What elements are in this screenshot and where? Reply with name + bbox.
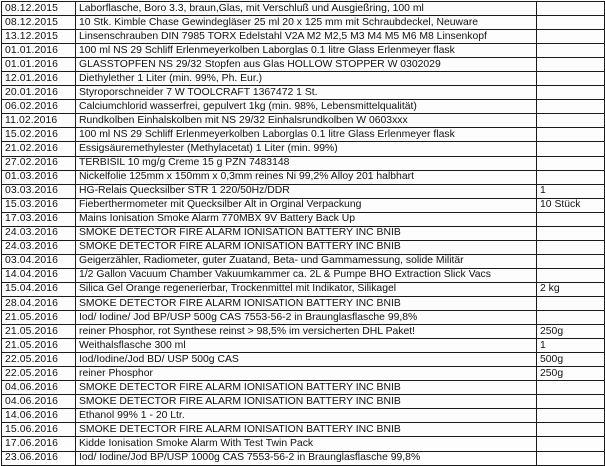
table-row xyxy=(2,296,605,310)
date-cell: 17.06.2016 xyxy=(2,437,76,451)
description-cell: SMOKE DETECTOR FIRE ALARM IONISATION BATTERY INC BNIB xyxy=(76,226,537,240)
date-cell: 23.06.2016 xyxy=(2,451,76,465)
quantity-cell xyxy=(537,2,605,16)
table-row xyxy=(2,156,605,170)
table-row xyxy=(2,226,605,240)
quantity-cell xyxy=(537,437,605,451)
quantity-cell xyxy=(537,128,605,142)
table-row xyxy=(2,282,605,296)
table-row xyxy=(2,451,605,465)
description-cell: Diethylether 1 Liter (min. 99%, Ph. Eur.) xyxy=(76,72,537,86)
quantity-cell xyxy=(537,423,605,437)
description-cell: Nickelfolie 125mm x 150mm x 0,3mm reines Ni 99,2% Alloy 201 halbhart xyxy=(76,170,537,184)
description-cell: Ethanol 99% 1 - 20 Ltr. xyxy=(76,409,537,423)
table-row xyxy=(2,72,605,86)
date-cell: 22.05.2016 xyxy=(2,353,76,367)
date-cell: 15.02.2016 xyxy=(2,128,76,142)
date-cell: 01.03.2016 xyxy=(2,170,76,184)
date-cell: 01.01.2016 xyxy=(2,58,76,72)
date-cell: 03.04.2016 xyxy=(2,254,76,268)
date-cell: 15.03.2016 xyxy=(2,198,76,212)
description-cell: TERBISIL 10 mg/g Creme 15 g PZN 7483148 xyxy=(76,156,537,170)
description-cell: 100 ml NS 29 Schliff Erlenmeyerkolben Laborglas 0.1 litre Glass Erlenmeyer flask xyxy=(76,44,537,58)
table-row xyxy=(2,437,605,451)
quantity-cell xyxy=(537,212,605,226)
table-row xyxy=(2,339,605,353)
quantity-cell xyxy=(537,240,605,254)
table-row xyxy=(2,198,605,212)
quantity-cell: 500g xyxy=(537,353,605,367)
description-cell: SMOKE DETECTOR FIRE ALARM IONISATION BATTERY INC BNIB xyxy=(76,240,537,254)
description-cell: Kidde Ionisation Smoke Alarm With Test Twin Pack xyxy=(76,437,537,451)
date-cell: 27.02.2016 xyxy=(2,156,76,170)
table-row xyxy=(2,114,605,128)
quantity-cell: 2 kg xyxy=(537,282,605,296)
quantity-cell xyxy=(537,451,605,465)
table-row xyxy=(2,30,605,44)
description-cell: reiner Phosphor xyxy=(76,367,537,381)
quantity-cell xyxy=(537,170,605,184)
date-cell: 28.04.2016 xyxy=(2,296,76,310)
table-row xyxy=(2,353,605,367)
date-cell: 03.03.2016 xyxy=(2,184,76,198)
description-cell: SMOKE DETECTOR FIRE ALARM IONISATION BATTERY INC BNIB xyxy=(76,296,537,310)
quantity-cell xyxy=(537,72,605,86)
ledger-body xyxy=(2,2,605,466)
quantity-cell xyxy=(537,226,605,240)
quantity-cell xyxy=(537,156,605,170)
quantity-cell xyxy=(537,268,605,282)
quantity-cell xyxy=(537,296,605,310)
date-cell: 20.01.2016 xyxy=(2,86,76,100)
table-row xyxy=(2,254,605,268)
table-row xyxy=(2,367,605,381)
quantity-cell xyxy=(537,254,605,268)
date-cell: 24.03.2016 xyxy=(2,226,76,240)
table-row xyxy=(2,212,605,226)
description-cell: Rundkolben Einhalskolben mit NS 29/32 Einhalsrundkolben W 0603xxx xyxy=(76,114,537,128)
quantity-cell xyxy=(537,44,605,58)
description-cell: Iod/Iodine/Jod BD/ USP 500g CAS xyxy=(76,353,537,367)
description-cell: 10 Stk. Kimble Chase Gewindegläser 25 ml 20 x 125 mm mit Schraubdeckel, Neuware xyxy=(76,16,537,30)
description-cell: 100 ml NS 29 Schliff Erlenmeyerkolben Laborglas 0.1 litre Glass Erlenmeyer flask xyxy=(76,128,537,142)
quantity-cell xyxy=(537,142,605,156)
quantity-cell xyxy=(537,409,605,423)
date-cell: 01.01.2016 xyxy=(2,44,76,58)
description-cell: GLASSTOPFEN NS 29/32 Stopfen aus Glas HOLLOW STOPPER W 0302029 xyxy=(76,58,537,72)
table-row xyxy=(2,170,605,184)
table-row xyxy=(2,86,605,100)
table-row xyxy=(2,268,605,282)
date-cell: 08.12.2015 xyxy=(2,16,76,30)
purchase-ledger-table xyxy=(1,1,605,466)
quantity-cell: 250g xyxy=(537,367,605,381)
date-cell: 17.03.2016 xyxy=(2,212,76,226)
date-cell: 15.06.2016 xyxy=(2,423,76,437)
table-row xyxy=(2,16,605,30)
quantity-cell: 10 Stück xyxy=(537,198,605,212)
quantity-cell xyxy=(537,311,605,325)
quantity-cell xyxy=(537,86,605,100)
description-cell: SMOKE DETECTOR FIRE ALARM IONISATION BATTERY INC BNIB xyxy=(76,423,537,437)
description-cell: Weithalsflasche 300 ml xyxy=(76,339,537,353)
description-cell: Laborflasche, Boro 3.3, braun,Glas, mit Verschluß und Ausgießring, 100 ml xyxy=(76,2,537,16)
date-cell: 24.03.2016 xyxy=(2,240,76,254)
quantity-cell: 1 xyxy=(537,184,605,198)
quantity-cell xyxy=(537,100,605,114)
date-cell: 08.12.2015 xyxy=(2,2,76,16)
description-cell: Mains Ionisation Smoke Alarm 770MBX 9V Battery Back Up xyxy=(76,212,537,226)
date-cell: 11.02.2016 xyxy=(2,114,76,128)
quantity-cell xyxy=(537,58,605,72)
date-cell: 12.01.2016 xyxy=(2,72,76,86)
date-cell: 04.06.2016 xyxy=(2,381,76,395)
table-row xyxy=(2,381,605,395)
description-cell: Iod/ Iodine/Jod BP/USP 1000g CAS 7553-56-2 in Braunglasflasche 99,8% xyxy=(76,451,537,465)
table-row xyxy=(2,128,605,142)
date-cell: 04.06.2016 xyxy=(2,395,76,409)
table-row xyxy=(2,311,605,325)
table-row xyxy=(2,58,605,72)
table-row xyxy=(2,100,605,114)
description-cell: Calciumchlorid wasserfrei, gepulvert 1kg (min. 98%, Lebensmittelqualität) xyxy=(76,100,537,114)
description-cell: Styroporschneider 7 W TOOLCRAFT 1367472 1 St. xyxy=(76,86,537,100)
date-cell: 21.05.2016 xyxy=(2,325,76,339)
description-cell: 1/2 Gallon Vacuum Chamber Vakuumkammer ca. 2L & Pumpe BHO Extraction Slick Vacs xyxy=(76,268,537,282)
table-row xyxy=(2,409,605,423)
table-row xyxy=(2,184,605,198)
date-cell: 21.05.2016 xyxy=(2,339,76,353)
description-cell: Geigerzähler, Radiometer, guter Zuatand, Beta- und Gammamessung, solide Militär xyxy=(76,254,537,268)
quantity-cell: 250g xyxy=(537,325,605,339)
description-cell: SMOKE DETECTOR FIRE ALARM IONISATION BATTERY INC BNIB xyxy=(76,395,537,409)
table-row xyxy=(2,44,605,58)
quantity-cell: 1 xyxy=(537,339,605,353)
table-row xyxy=(2,325,605,339)
description-cell: Silica Gel Orange regenerierbar, Trockenmittel mit Indikator, Silikagel xyxy=(76,282,537,296)
date-cell: 06.02.2016 xyxy=(2,100,76,114)
table-row xyxy=(2,142,605,156)
table-row xyxy=(2,2,605,16)
quantity-cell xyxy=(537,395,605,409)
description-cell: Essigsäuremethylester (Methylacetat) 1 Liter (min. 99%) xyxy=(76,142,537,156)
date-cell: 14.04.2016 xyxy=(2,268,76,282)
description-cell: Fieberthermometer mit Quecksilber Alt in Orginal Verpackung xyxy=(76,198,537,212)
date-cell: 15.04.2016 xyxy=(2,282,76,296)
table-row xyxy=(2,240,605,254)
quantity-cell xyxy=(537,114,605,128)
date-cell: 14.06.2016 xyxy=(2,409,76,423)
quantity-cell xyxy=(537,16,605,30)
table-row xyxy=(2,395,605,409)
quantity-cell xyxy=(537,381,605,395)
description-cell: reiner Phosphor, rot Synthese reinst > 98,5% im versicherten DHL Paket! xyxy=(76,325,537,339)
date-cell: 21.05.2016 xyxy=(2,311,76,325)
quantity-cell xyxy=(537,30,605,44)
description-cell: SMOKE DETECTOR FIRE ALARM IONISATION BATTERY INC BNIB xyxy=(76,381,537,395)
date-cell: 13.12.2015 xyxy=(2,30,76,44)
date-cell: 21.02.2016 xyxy=(2,142,76,156)
date-cell: 22.05.2016 xyxy=(2,367,76,381)
description-cell: Iod/ Iodine/ Jod BP/USP 500g CAS 7553-56-2 in Braunglasflasche 99,8% xyxy=(76,311,537,325)
table-row xyxy=(2,423,605,437)
description-cell: Linsenschrauben DIN 7985 TORX Edelstahl V2A M2 M2,5 M3 M4 M5 M6 M8 Linsenkopf xyxy=(76,30,537,44)
description-cell: HG-Relais Quecksilber STR 1 220/50Hz/DDR xyxy=(76,184,537,198)
